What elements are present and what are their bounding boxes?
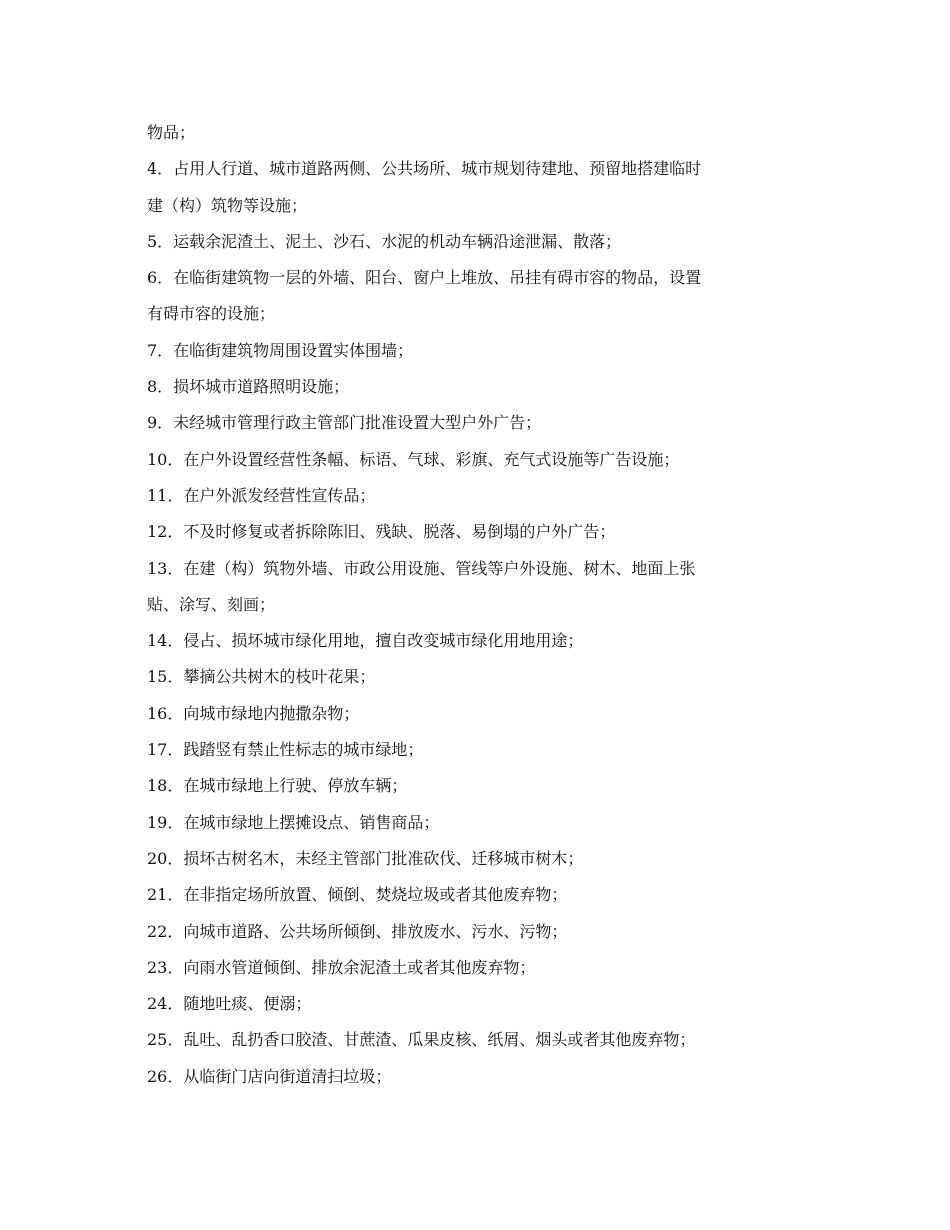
text-line: 8．损坏城市道路照明设施；: [147, 377, 350, 397]
text-line: 物品；: [147, 123, 196, 142]
text-line: 13．在建（构）筑物外墙、市政公用设施、管线等户外设施、树木、地面上张: [147, 558, 696, 578]
text-line: 18．在城市绿地上行驶、停放车辆；: [147, 776, 408, 796]
text-line: 26．从临街门店向街道清扫垃圾；: [147, 1066, 392, 1086]
text-line: 9．未经城市管理行政主管部门批准设置大型户外广告；: [147, 413, 542, 433]
text-line: 22．向城市道路、公共场所倾倒、排放废水、污水、污物；: [147, 921, 568, 941]
text-line: 17．践踏竖有禁止性标志的城市绿地；: [147, 740, 424, 760]
text-line: 15．攀摘公共树木的枝叶花果；: [147, 667, 376, 687]
text-line: 4．占用人行道、城市道路两侧、公共场所、城市规划待建地、预留地搭建临时: [147, 159, 702, 179]
text-line: 24．随地吐痰、便溺；: [147, 994, 312, 1014]
text-line: 14．侵占、损坏城市绿化用地，擅自改变城市绿化用地用途；: [147, 631, 584, 651]
text-line: 12．不及时修复或者拆除陈旧、残缺、脱落、易倒塌的户外广告；: [147, 522, 616, 542]
text-line: 7．在临街建筑物周围设置实体围墙；: [147, 340, 414, 360]
text-line: 5．运载余泥渣土、泥土、沙石、水泥的机动车辆沿途泄漏、散落；: [147, 231, 622, 251]
text-line: 10．在户外设置经营性条幅、标语、气球、彩旗、充气式设施等广告设施；: [147, 449, 680, 469]
text-line: 25．乱吐、乱扔香口胶渣、甘蔗渣、瓜果皮核、纸屑、烟头或者其他废弃物；: [147, 1030, 696, 1050]
text-line: 建（构）筑物等设施；: [147, 195, 308, 215]
text-line: 16．向城市绿地内抛撒杂物；: [147, 703, 360, 723]
text-line: 6．在临街建筑物一层的外墙、阳台、窗户上堆放、吊挂有碍市容的物品，设置: [147, 268, 702, 288]
text-line: 贴、涂写、刻画；: [147, 594, 276, 614]
document-body: [147, 115, 807, 1095]
text-line: 11．在户外派发经营性宣传品；: [147, 485, 376, 505]
text-line: 19．在城市绿地上摆摊设点、销售商品；: [147, 812, 440, 832]
text-line: 20．损坏古树名木，未经主管部门批准砍伐、迁移城市树木；: [147, 848, 584, 868]
text-line: 21．在非指定场所放置、倾倒、焚烧垃圾或者其他废弃物；: [147, 885, 568, 905]
text-line: 23．向雨水管道倾倒、排放余泥渣土或者其他废弃物；: [147, 957, 536, 977]
text-line: 有碍市容的设施；: [147, 304, 276, 324]
